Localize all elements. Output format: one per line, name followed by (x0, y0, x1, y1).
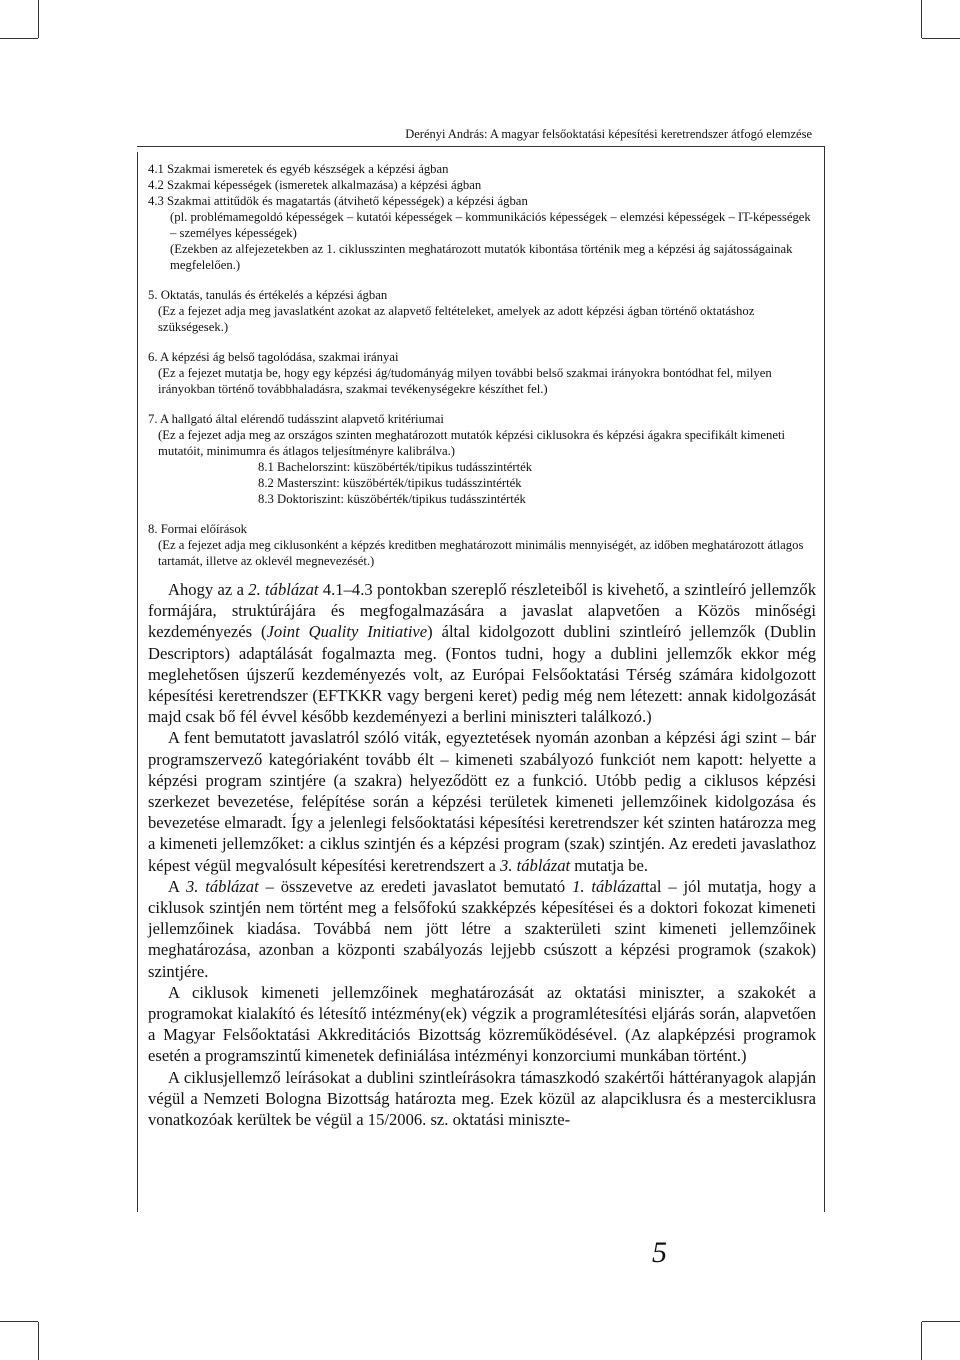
page-number: 5 (652, 1236, 667, 1269)
outline-8-3: 8.3 Doktoriszint: küszöbérték/tipikus tudásszintérték (258, 492, 526, 506)
crop-mark-bottom-left (38, 1322, 39, 1360)
outline-sec6-desc: (Ez a fejezet mutatja be, hogy egy képzési ág/tudományág milyen további belső szakmai irányokra bontódhat fel, milyen irányokban történő továbbhaladásra, szakmai tevékenységekre készíthet fel.) (158, 366, 772, 396)
outline-sec5-title: 5. Oktatás, tanulás és értékelés a képzési ágban (148, 288, 388, 302)
outline-sec7-title: 7. A hallgató által elérendő tudásszint alapvető kritériumai (148, 412, 444, 426)
crop-mark-top-left-h (0, 38, 38, 39)
paragraph-1: Ahogy az a 2. táblázat 4.1–4.3 pontokban szereplő részleteiből is kivehető, a szintleíró jellemzők formájára, struktúrájára és megfogalmazására a javaslat alapvetően a Közös minőségi kezdeményezés (Joint Quality Initiative) által kidolgozott dublini szintleíró jellemzők (Dublin Descriptors) adaptálását fogalmazta meg. (Fontos tudni, hogy a dublini jellemzők ekkor még meglehetősen újszerű kezdeményezés volt, az Európai Felsőoktatási Térség számára kidolgozott képesítési keretrendszer (EFTKKR vagy bergeni keret) pedig még nem létezett: annak kidolgozását majd csak bő fél évvel később kezdeményezi a berlini miniszteri találkozó.) (148, 580, 817, 727)
crop-mark-bottom-left-h (0, 1321, 38, 1322)
structure-outline (148, 161, 816, 569)
page-frame-left (137, 152, 138, 1212)
paragraph-5: A ciklusjellemző leírásokat a dublini szintleírásokra támaszkodó szakértői háttéranyagok alapján végül a Nemzeti Bologna Bizottság határozta meg. Ezek közül az alapciklusra és a mesterciklusra vonatkozóak kerültek be végül a 15/2006. sz. oktatási miniszte- (148, 1067, 816, 1130)
crop-mark-top-right-h (922, 38, 960, 39)
crop-mark-top-left (38, 0, 39, 38)
outline-sec8-desc: (Ez a fejezet adja meg ciklusonként a képzés kreditben meghatározott minimális mennyiségét, az időben meghatározott átlagos tartamát, illetve az oklevél megnevezését.) (158, 538, 804, 568)
outline-sec8-title: 8. Formai előírások (148, 522, 248, 536)
outline-8-1: 8.1 Bachelorszint: küszöbérték/tipikus tudásszintérték (258, 460, 533, 474)
header-rule (137, 146, 825, 147)
outline-4-examples: (pl. problémamegoldó képességek – kutatói képességek – kommunikációs képességek – elemzési képességek – IT-képességek – személyes képességek) (170, 210, 811, 240)
outline-4-2: 4.2 Szakmai képességek (ismeretek alkalmazása) a képzési ágban (148, 178, 482, 192)
paragraph-2: A fent bemutatott javaslatról szóló viták, egyeztetések nyomán azonban a képzési ági szint – bár programszervező kategóriaként tovább élt – kimeneti szabályozó funkciót nem kapott: helyette a képzési program szintjére (a szakra) helyeződött ez a funkció. Utóbb pedig a ciklusos képzési szerkezet bevezetése, felépítése során a képzési területek kimeneti jellemzőinek kidolgozása és bevezetése elmaradt. Így a jelenlegi felsőoktatási képesítési keretrendszer két szinten határozza meg a kimeneti jellemzőket: a ciklus szintjén és a képzési program (szak) szintjén. Az eredeti javaslathoz képest végül megvalósult képesítési keretrendszert a 3. táblázat mutatja be. (148, 728, 816, 875)
crop-mark-bottom-right-h (922, 1321, 960, 1322)
outline-4-note: (Ezekben az alfejezetekben az 1. ciklusszinten meghatározott mutatók kibontása történik meg a képzési ág sajátosságainak megfelelően.) (170, 242, 793, 272)
outline-8-2: 8.2 Masterszint: küszöbérték/tipikus tudásszintérték (258, 476, 522, 490)
paragraph-4: A ciklusok kimeneti jellemzőinek meghatározását az oktatási miniszter, a szakokét a programokat kialakító és létesítő intézmény(ek) végzik a programlétesítési eljárás során, alapvetően a Magyar Felsőoktatási Akkreditációs Bizottság közreműködésével. (Az alapképzési programok esetén a programszintű kimenetek definiálása intézményi konzorciumi munkában történt.) (148, 982, 816, 1066)
page-content (148, 161, 816, 1130)
crop-mark-bottom-right (921, 1322, 922, 1360)
paragraph-3: A 3. táblázat – összevetve az eredeti javaslatot bemutató 1. táblázattal – jól mutatja, hogy a ciklusok szintjén nem történt meg a felsőfokú szakképzés képesítései és a doktori fokozat kimeneti jellemzőinek kiadása. Továbbá nem jött létre a szakterületi szint kimeneti jellemzőinek meghatározása, azonban a központi szabályozás lejjebb csúszott a képzési programok (szakok) szintjére. (148, 876, 817, 981)
body-text (148, 579, 816, 1130)
page-frame-right (824, 146, 825, 1212)
outline-sec6-title: 6. A képzési ág belső tagolódása, szakmai irányai (148, 350, 399, 364)
outline-sec5-desc: (Ez a fejezet adja meg javaslatként azokat az alapvető feltételeket, amelyek az adott képzési ágban történő oktatáshoz szükségesek.) (158, 304, 755, 334)
crop-mark-top-right (921, 0, 922, 38)
outline-4-3: 4.3 Szakmai attitűdök és magatartás (átvihető képességek) a képzési ágban (148, 194, 528, 208)
outline-sec7-desc: (Ez a fejezet adja meg az országos szinten meghatározott mutatók képzési ciklusokra és képzési ágakra specifikált kimeneti mutatóit, minimumra és átlagos teljesítményre kalibrálva.) (158, 428, 786, 458)
outline-4-1: 4.1 Szakmai ismeretek és egyéb készségek a képzési ágban (148, 162, 449, 176)
running-header: Derényi András: A magyar felsőoktatási képesítési keretrendszer átfogó elemzése (405, 127, 812, 141)
